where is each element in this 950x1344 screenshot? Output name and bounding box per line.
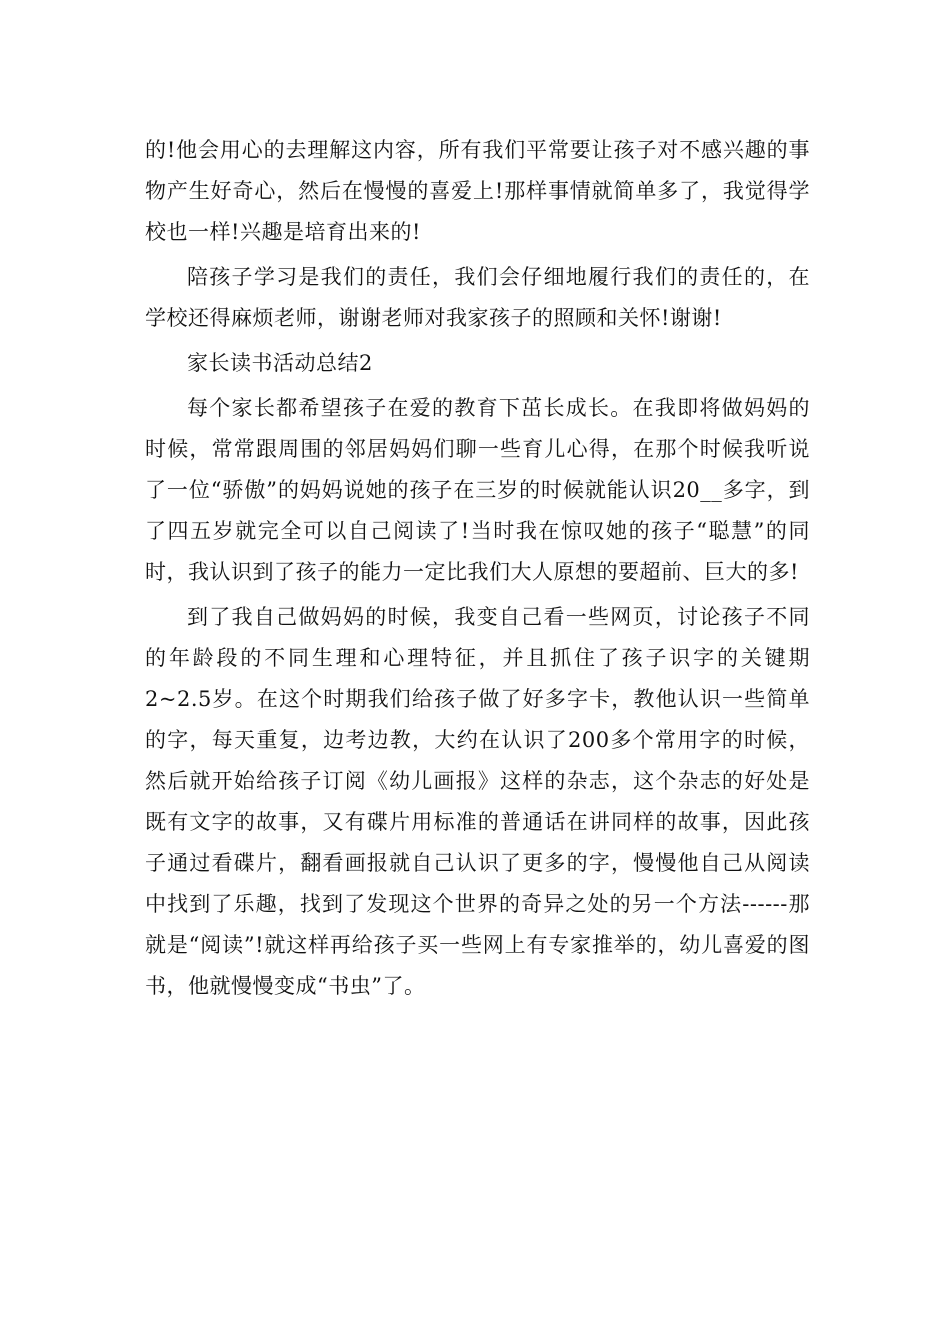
section-heading: 家长读书活动总结2: [187, 351, 373, 375]
paragraph-hope: 每个家长都希望孩子在爱的教育下茁长成长。在我即将做妈妈的时候，常常跟周围的邻居妈妈们聊一些育儿心得，在那个时候我听说了一位“骄傲”的妈妈说她的孩子在三岁的时候就能认识20__多字，到了四五岁就完全可以自己阅读了!当时我在惊叹她的孩子“聪慧”的同时，我认识到了孩子的能力一定比我们大人原想的要超前、巨大的多!: [145, 396, 810, 584]
paragraph-continuation: 的!他会用心的去理解这内容，所有我们平常要让孩子对不感兴趣的事物产生好奇心，然后在慢慢的喜爱上!那样事情就简单多了，我觉得学校也一样!兴趣是培育出来的!: [145, 138, 810, 244]
paragraph-reading: 到了我自己做妈妈的时候，我变自己看一些网页，讨论孩子不同的年龄段的不同生理和心理特征，并且抓住了孩子识字的关键期2~2.5岁。在这个时期我们给孩子做了好多字卡，教他认识一些简单的字，每天重复，边考边教，大约在认识了200多个常用字的时候，然后就开始给孩子订阅《幼儿画报》这样的杂志，这个杂志的好处是既有文字的故事，又有碟片用标准的普通话在讲同样的故事，因此孩子通过看碟片，翻看画报就自己认识了更多的字，慢慢他自己从阅读中找到了乐趣，找到了发现这个世界的奇异之处的另一个方法------那就是“阅读”!就这样再给孩子买一些网上有专家推举的，幼儿喜爱的图书，他就慢慢变成“书虫”了。: [145, 605, 810, 998]
document-body: [145, 130, 810, 1011]
paragraph-responsibility: 陪孩子学习是我们的责任，我们会仔细地履行我们的责任的，在学校还得麻烦老师，谢谢老师对我家孩子的照顾和关怀!谢谢!: [145, 265, 810, 330]
